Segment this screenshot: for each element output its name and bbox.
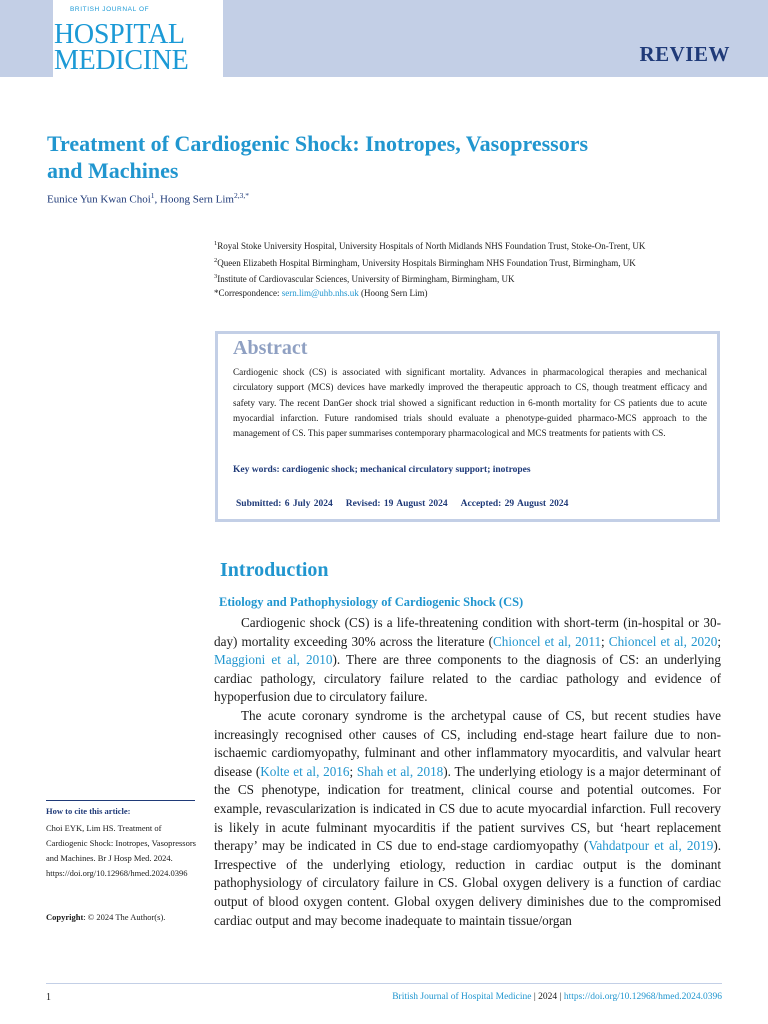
footer-journal-info xyxy=(392,992,722,1002)
footer-separator: | xyxy=(531,992,539,1002)
paragraph xyxy=(214,707,721,930)
text-run: ; xyxy=(349,763,357,779)
affiliation-text: Royal Stoke University Hospital, University Hospitals of North Midlands NHS Foundation Trust, Stoke-On-Trent, UK xyxy=(217,241,646,251)
section-label: REVIEW xyxy=(639,42,730,66)
text-run: ; xyxy=(717,633,722,649)
citation-link[interactable]: Chioncel et al, 2020 xyxy=(608,633,718,649)
introduction-heading: Introduction xyxy=(220,559,329,581)
cite-text: Choi EYK, Lim HS. Treatment of Cardiogenic Shock: Inotropes, Vasopressors and Machines. Br J Hosp Med. 2024. https://doi.org/10.12968/hmed.2024.0396 xyxy=(46,823,196,878)
correspondence-email-link[interactable]: sern.lim@uhb.nhs.uk xyxy=(281,287,359,298)
abstract-text: Cardiogenic shock (CS) is associated with significant mortality. Advances in pharmacological therapies and mechanical circulatory support (MCS) devices have markedly improved the therapeutic approach to CS, though treatment efficacy and safety vary. The recent DanGer shock trial showed a significant reduction in 6-month mortality for CS patients due to acute myocardial infarction. Future randomised trials should evaluate a phenotype-guided pharmaco-MCS approach to the management of CS. This paper summarises contemporary pharmacological and MCS treatments for patients with CS. xyxy=(233,367,707,439)
submitted-date: Submitted: 6 July 2024 xyxy=(236,499,333,509)
affiliation-text: Queen Elizabeth Hospital Birmingham, University Hospitals Birmingham NHS Foundation Trust, Birmingham, UK xyxy=(217,257,636,268)
author-separator: , xyxy=(154,193,161,206)
affiliation-number: 1 xyxy=(214,240,218,247)
affiliation-number: 2 xyxy=(214,256,218,264)
text-run: ). The underlying etiology is a major determinant of the CS phenotype, indication for treatment, clinical course and potential outcomes. For example, revascularization is indicated in CS due to acute myocardial infarction. Full recovery is likely in acute fulminant myocarditis if the patient survives CS, but ‘heart replacement therapy’ may be indicated in CS due to end-stage cardiomyopathy ( xyxy=(214,763,721,854)
correspondence-name: (Hoong Sern Lim) xyxy=(358,287,428,298)
logo-line-medicine: MEDICINE xyxy=(54,45,189,76)
author-name: Eunice Yun Kwan Choi xyxy=(47,193,151,206)
author-list xyxy=(47,191,249,206)
article-dates xyxy=(236,499,581,509)
paragraph xyxy=(214,614,721,707)
footer-separator: | xyxy=(557,992,564,1002)
affiliation-item xyxy=(214,254,645,271)
text-run: Cardiogenic shock (CS) is a life-threatening condition with short-term (in-hospital or 30-day) mortality exceeding 30% across the literature ( xyxy=(214,615,721,649)
author-affiliation-sup: 2,3,* xyxy=(233,191,249,200)
citation-link[interactable]: Maggioni et al, 2010 xyxy=(214,652,333,668)
copyright-text: : © 2024 The Author(s). xyxy=(83,912,166,922)
affiliation-item xyxy=(214,237,645,254)
copyright-label: Copyright xyxy=(46,912,84,922)
title-line-1: Treatment of Cardiogenic Shock: Inotropes, Vasopressors xyxy=(47,131,589,156)
body-text xyxy=(214,614,721,930)
affiliations xyxy=(214,237,645,300)
article-title xyxy=(47,130,727,184)
text-run: ). There are three components to the diagnosis of CS: an underlying cardiac pathology, circulatory failure related to the cardiac pathology and evidence of hypoperfusion due to circulatory failure. xyxy=(214,652,721,705)
logo-line-hospital: HOSPITAL xyxy=(54,19,185,50)
footer-year: 2024 xyxy=(538,992,558,1002)
logo-small-text: BRITISH JOURNAL OF xyxy=(70,6,150,13)
affiliation-text: Institute of Cardiovascular Sciences, University of Birmingham, Birmingham, UK xyxy=(217,274,515,284)
correspondence xyxy=(214,287,645,301)
abstract-heading: Abstract xyxy=(233,337,308,359)
footer-divider xyxy=(46,983,722,984)
copyright-notice xyxy=(46,912,165,922)
footer-doi-link[interactable]: https://doi.org/10.12968/hmed.2024.0396 xyxy=(563,992,722,1002)
text-run: ; xyxy=(601,633,609,649)
abstract-box xyxy=(215,331,720,522)
accepted-date: Accepted: 29 August 2024 xyxy=(460,499,569,509)
citation-link[interactable]: Vahdatpour et al, 2019 xyxy=(588,838,714,854)
author-affiliation-sup: 1 xyxy=(150,191,155,200)
text-run: The acute coronary syndrome is the archetypal cause of CS, but recent studies have increasingly recognised other causes of CS, including end-stage heart failure due to non-ischaemic cardiomyopathy, fulminant and other inflammatory myocarditis, and valvular heart disease ( xyxy=(214,707,721,779)
keywords: Key words: cardiogenic shock; mechanical circulatory support; inotropes xyxy=(233,465,531,475)
affiliation-item xyxy=(214,270,645,287)
revised-date: Revised: 19 August 2024 xyxy=(345,499,448,509)
author-name: Hoong Sern Lim xyxy=(160,193,234,206)
etiology-subheading: Etiology and Pathophysiology of Cardiogenic Shock (CS) xyxy=(219,595,524,609)
footer-journal-name: British Journal of Hospital Medicine xyxy=(392,992,532,1002)
affiliation-number: 3 xyxy=(214,273,218,280)
citation-link[interactable]: Kolte et al, 2016 xyxy=(260,763,350,779)
page-number: 1 xyxy=(46,992,51,1003)
cite-divider xyxy=(46,800,195,801)
citation-link[interactable]: Chioncel et al, 2011 xyxy=(492,633,602,649)
cite-heading: How to cite this article: xyxy=(46,806,131,816)
title-line-2: and Machines xyxy=(47,158,179,183)
citation-link[interactable]: Shah et al, 2018 xyxy=(356,763,444,779)
correspondence-label: *Correspondence: xyxy=(214,287,282,298)
text-run: ). Irrespective of the underlying etiology, reduction in cardiac output is the dominant pathophysiology of circulatory failure in CS. Global oxygen delivery is a function of cardiac output of blood oxygen content. Global oxygen delivery diminishes due to the compromised cardiac output and may become inadequate to maintain tissue/organ xyxy=(214,838,722,928)
